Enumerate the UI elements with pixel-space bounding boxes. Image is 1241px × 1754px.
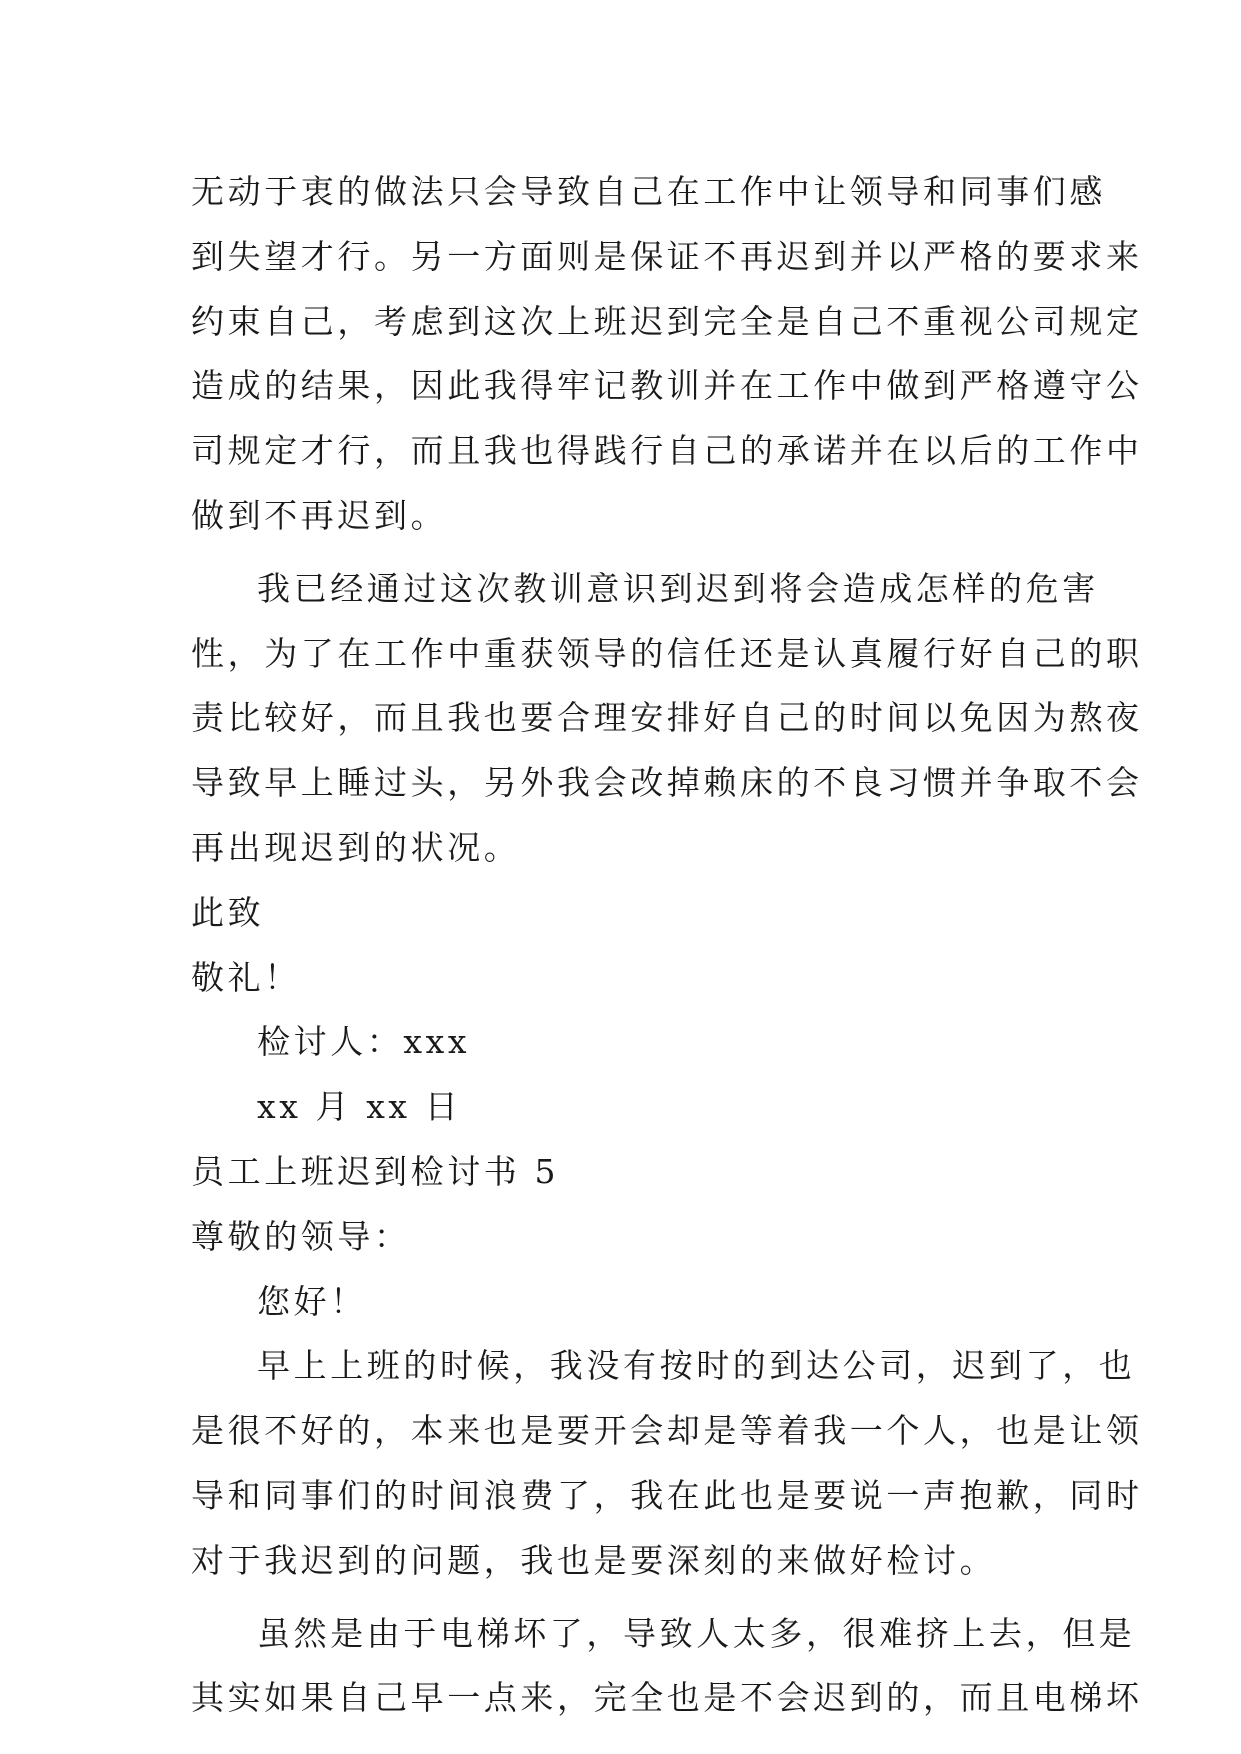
text-line: 其实如果自己早一点来，完全也是不会迟到的，而且电梯坏 <box>191 1678 1143 1718</box>
text-line: 性，为了在工作中重获领导的信任还是认真履行好自己的职 <box>191 633 1143 673</box>
section-title: 员工上班迟到检讨书 5 <box>191 1151 560 1191</box>
text-line: 做到不再迟到。 <box>191 495 448 535</box>
closing-line-1: 此致 <box>191 892 265 932</box>
text-line: 司规定才行，而且我也得践行自己的承诺并在以后的工作中 <box>191 431 1143 471</box>
text-line: 对于我迟到的问题，我也是要深刻的来做好检讨。 <box>191 1540 997 1580</box>
text-line: 责比较好，而且我也要合理安排好自己的时间以免因为熬夜 <box>191 698 1143 738</box>
document-page <box>191 160 1143 1731</box>
text-line: 我已经通过这次教训意识到迟到将会造成怎样的危害 <box>257 568 1099 608</box>
signer-line: 检讨人：xxx <box>257 1022 471 1062</box>
text-line: 无动于衷的做法只会导致自己在工作中让领导和同事们感 <box>191 172 1106 211</box>
text-line: 虽然是由于电梯坏了，导致人太多，很难挤上去，但是 <box>257 1613 1136 1653</box>
text-line: 再出现迟到的状况。 <box>191 827 521 867</box>
text-line: 导和同事们的时间浪费了，我在此也是要说一声抱歉，同时 <box>191 1475 1143 1515</box>
date-line: xx 月 xx 日 <box>257 1087 462 1127</box>
paragraph-1 <box>191 160 1143 549</box>
text-line: 导致早上睡过头，另外我会改掉赖床的不良习惯并争取不会 <box>191 763 1143 803</box>
paragraph-3 <box>191 1334 1143 1593</box>
paragraph-2 <box>191 557 1143 881</box>
salutation: 尊敬的领导： <box>191 1216 411 1256</box>
text-line: 早上上班的时候，我没有按时的到达公司，迟到了，也 <box>257 1346 1136 1386</box>
text-line: 约束自己，考虑到这次上班迟到完全是自己不重视公司规定 <box>191 301 1143 341</box>
closing-line-2: 敬礼！ <box>191 957 301 997</box>
greeting: 您好！ <box>257 1281 367 1321</box>
text-line: 造成的结果，因此我得牢记教训并在工作中做到严格遵守公 <box>191 366 1143 406</box>
text-line: 是很不好的，本来也是要开会却是等着我一个人，也是让领 <box>191 1411 1143 1451</box>
paragraph-4 <box>191 1602 1143 1732</box>
text-line: 到失望才行。另一方面则是保证不再迟到并以严格的要求来 <box>191 236 1143 276</box>
